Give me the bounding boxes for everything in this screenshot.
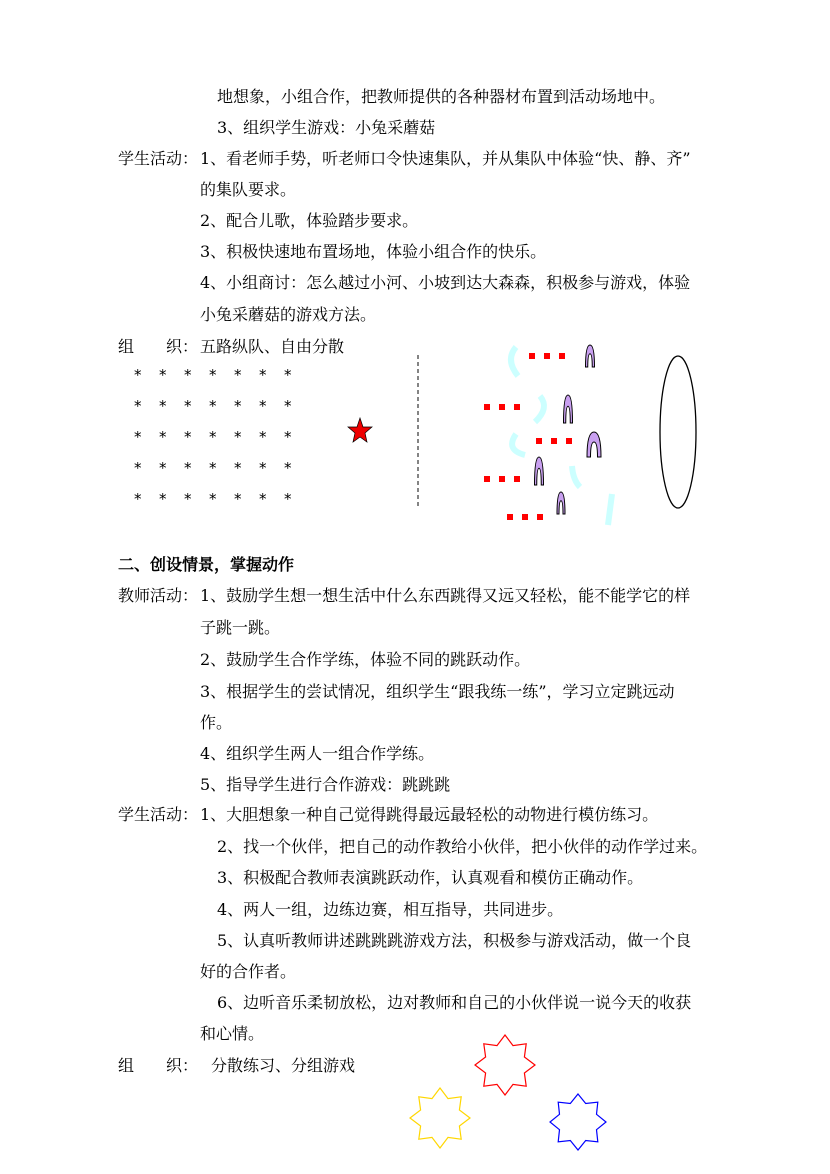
- section-heading: 二、创设情景，掌握动作: [118, 555, 295, 574]
- student-asterisk: *: [184, 490, 192, 508]
- red-dot: [566, 438, 572, 444]
- student-asterisk: *: [284, 490, 292, 508]
- blue-star-icon: [550, 1094, 606, 1150]
- student-asterisk: *: [284, 366, 292, 384]
- mushroom-icon: [586, 345, 595, 367]
- mushroom-icon: [535, 457, 544, 485]
- text-line: 5、指导学生进行合作游戏：跳跳跳: [200, 775, 451, 794]
- red-dot: [529, 353, 535, 359]
- red-dot: [551, 438, 557, 444]
- text-line: 4、小组商讨：怎么越过小河、小坡到达大森森，积极参与游戏，体验: [200, 273, 691, 292]
- student-asterisk: *: [184, 428, 192, 446]
- student-asterisk: *: [184, 459, 192, 477]
- student-asterisk: *: [234, 366, 242, 384]
- student-asterisk: *: [184, 366, 192, 384]
- organization-label: 组 织：: [118, 337, 199, 356]
- text-line: 2、找一个伙伴，把自己的动作教给小伙伴，把小伙伴的动作学过来。: [217, 837, 708, 856]
- text-line: 1、大胆想象一种自己觉得跳得最远最轻松的动物进行模仿练习。: [200, 805, 659, 824]
- text-line: 1、看老师手势，听老师口令快速集队，并从集队中体验“快、静、齐”: [200, 149, 691, 168]
- student-asterisk: *: [134, 459, 142, 477]
- student-asterisk: *: [259, 428, 267, 446]
- text-line: 地想象，小组合作，把教师提供的各种器材布置到活动场地中。: [217, 87, 666, 106]
- red-dot: [522, 514, 528, 520]
- text-line: 4、两人一组，边练边赛，相互指导，共同进步。: [217, 900, 564, 919]
- student-asterisk: *: [134, 397, 142, 415]
- student-asterisk: *: [159, 428, 167, 446]
- student-asterisk: *: [209, 459, 217, 477]
- red-dot: [507, 514, 513, 520]
- text-line: 的集队要求。: [200, 180, 297, 199]
- text-line: 2、鼓励学生合作学练，体验不同的跳跃动作。: [200, 650, 531, 669]
- student-activity-label: 学生活动：: [118, 149, 199, 168]
- text-line: 好的合作者。: [200, 962, 297, 981]
- yellow-star-icon: [410, 1088, 470, 1148]
- student-asterisk: *: [209, 366, 217, 384]
- teacher-star-icon: [348, 418, 372, 442]
- red-dot: [499, 476, 505, 482]
- student-asterisk: *: [159, 490, 167, 508]
- red-dot: [514, 476, 520, 482]
- text-line: 1、鼓励学生想一想生活中什么东西跳得又远又轻松，能不能学它的样: [200, 586, 691, 605]
- red-dot: [499, 404, 505, 410]
- organization-label: 组 织：: [118, 1056, 199, 1075]
- text-line: 小兔采蘑菇的游戏方法。: [200, 305, 377, 324]
- student-asterisk: *: [284, 459, 292, 477]
- student-asterisk: *: [134, 366, 142, 384]
- student-asterisk: *: [234, 428, 242, 446]
- student-asterisk: *: [184, 397, 192, 415]
- student-asterisk: *: [209, 428, 217, 446]
- student-asterisk: *: [284, 397, 292, 415]
- red-dot: [544, 353, 550, 359]
- student-activity-label: 学生活动：: [118, 805, 199, 824]
- red-dot: [484, 404, 490, 410]
- red-dot: [514, 404, 520, 410]
- text-line: 和心情。: [200, 1024, 265, 1043]
- mushroom-icon: [557, 492, 565, 514]
- student-asterisk: *: [159, 459, 167, 477]
- text-line: 子跳一跳。: [200, 618, 281, 637]
- mushroom-icon: [564, 395, 573, 423]
- student-asterisk: *: [259, 490, 267, 508]
- student-asterisk: *: [259, 366, 267, 384]
- student-asterisk: *: [209, 397, 217, 415]
- red-star-icon: [475, 1035, 535, 1095]
- student-asterisk: *: [134, 490, 142, 508]
- text-line: 3、积极配合教师表演跳跃动作，认真观看和模仿正确动作。: [217, 868, 644, 887]
- student-asterisk: *: [209, 490, 217, 508]
- mushroom-icons: [535, 345, 602, 514]
- student-asterisk: *: [234, 490, 242, 508]
- student-asterisk: *: [284, 428, 292, 446]
- text-line: 2、配合儿歌，体验踏步要求。: [200, 211, 419, 230]
- student-asterisk: *: [134, 428, 142, 446]
- text-line: 6、边听音乐柔韧放松，边对教师和自己的小伙伴说一说今天的收获: [217, 993, 692, 1012]
- text-line: 作。: [200, 713, 233, 732]
- red-dot: [484, 476, 490, 482]
- student-asterisk: *: [234, 397, 242, 415]
- organization-text: 五路纵队、自由分散: [200, 337, 345, 356]
- mushroom-icon: [587, 432, 601, 457]
- organization-text: 分散练习、分组游戏: [211, 1056, 356, 1075]
- text-line: 5、认真听教师讲述跳跳跳游戏方法，积极参与游戏活动，做一个良: [217, 931, 692, 950]
- student-asterisk: *: [159, 397, 167, 415]
- red-dot: [559, 353, 565, 359]
- text-line: 4、组织学生两人一组合作学练。: [200, 744, 435, 763]
- text-line: 3、组织学生游戏：小兔采蘑菇: [217, 118, 436, 137]
- text-line: 3、根据学生的尝试情况，组织学生“跟我练一练”，学习立定跳远动: [200, 682, 675, 701]
- forest-ellipse: [660, 356, 696, 508]
- teacher-activity-label: 教师活动：: [118, 586, 199, 605]
- text-line: 3、积极快速地布置场地，体验小组合作的快乐。: [200, 242, 547, 261]
- student-asterisk: *: [159, 366, 167, 384]
- student-asterisk: *: [234, 459, 242, 477]
- red-dot: [537, 514, 543, 520]
- student-asterisk: *: [259, 459, 267, 477]
- student-asterisk: *: [259, 397, 267, 415]
- red-dot: [536, 438, 542, 444]
